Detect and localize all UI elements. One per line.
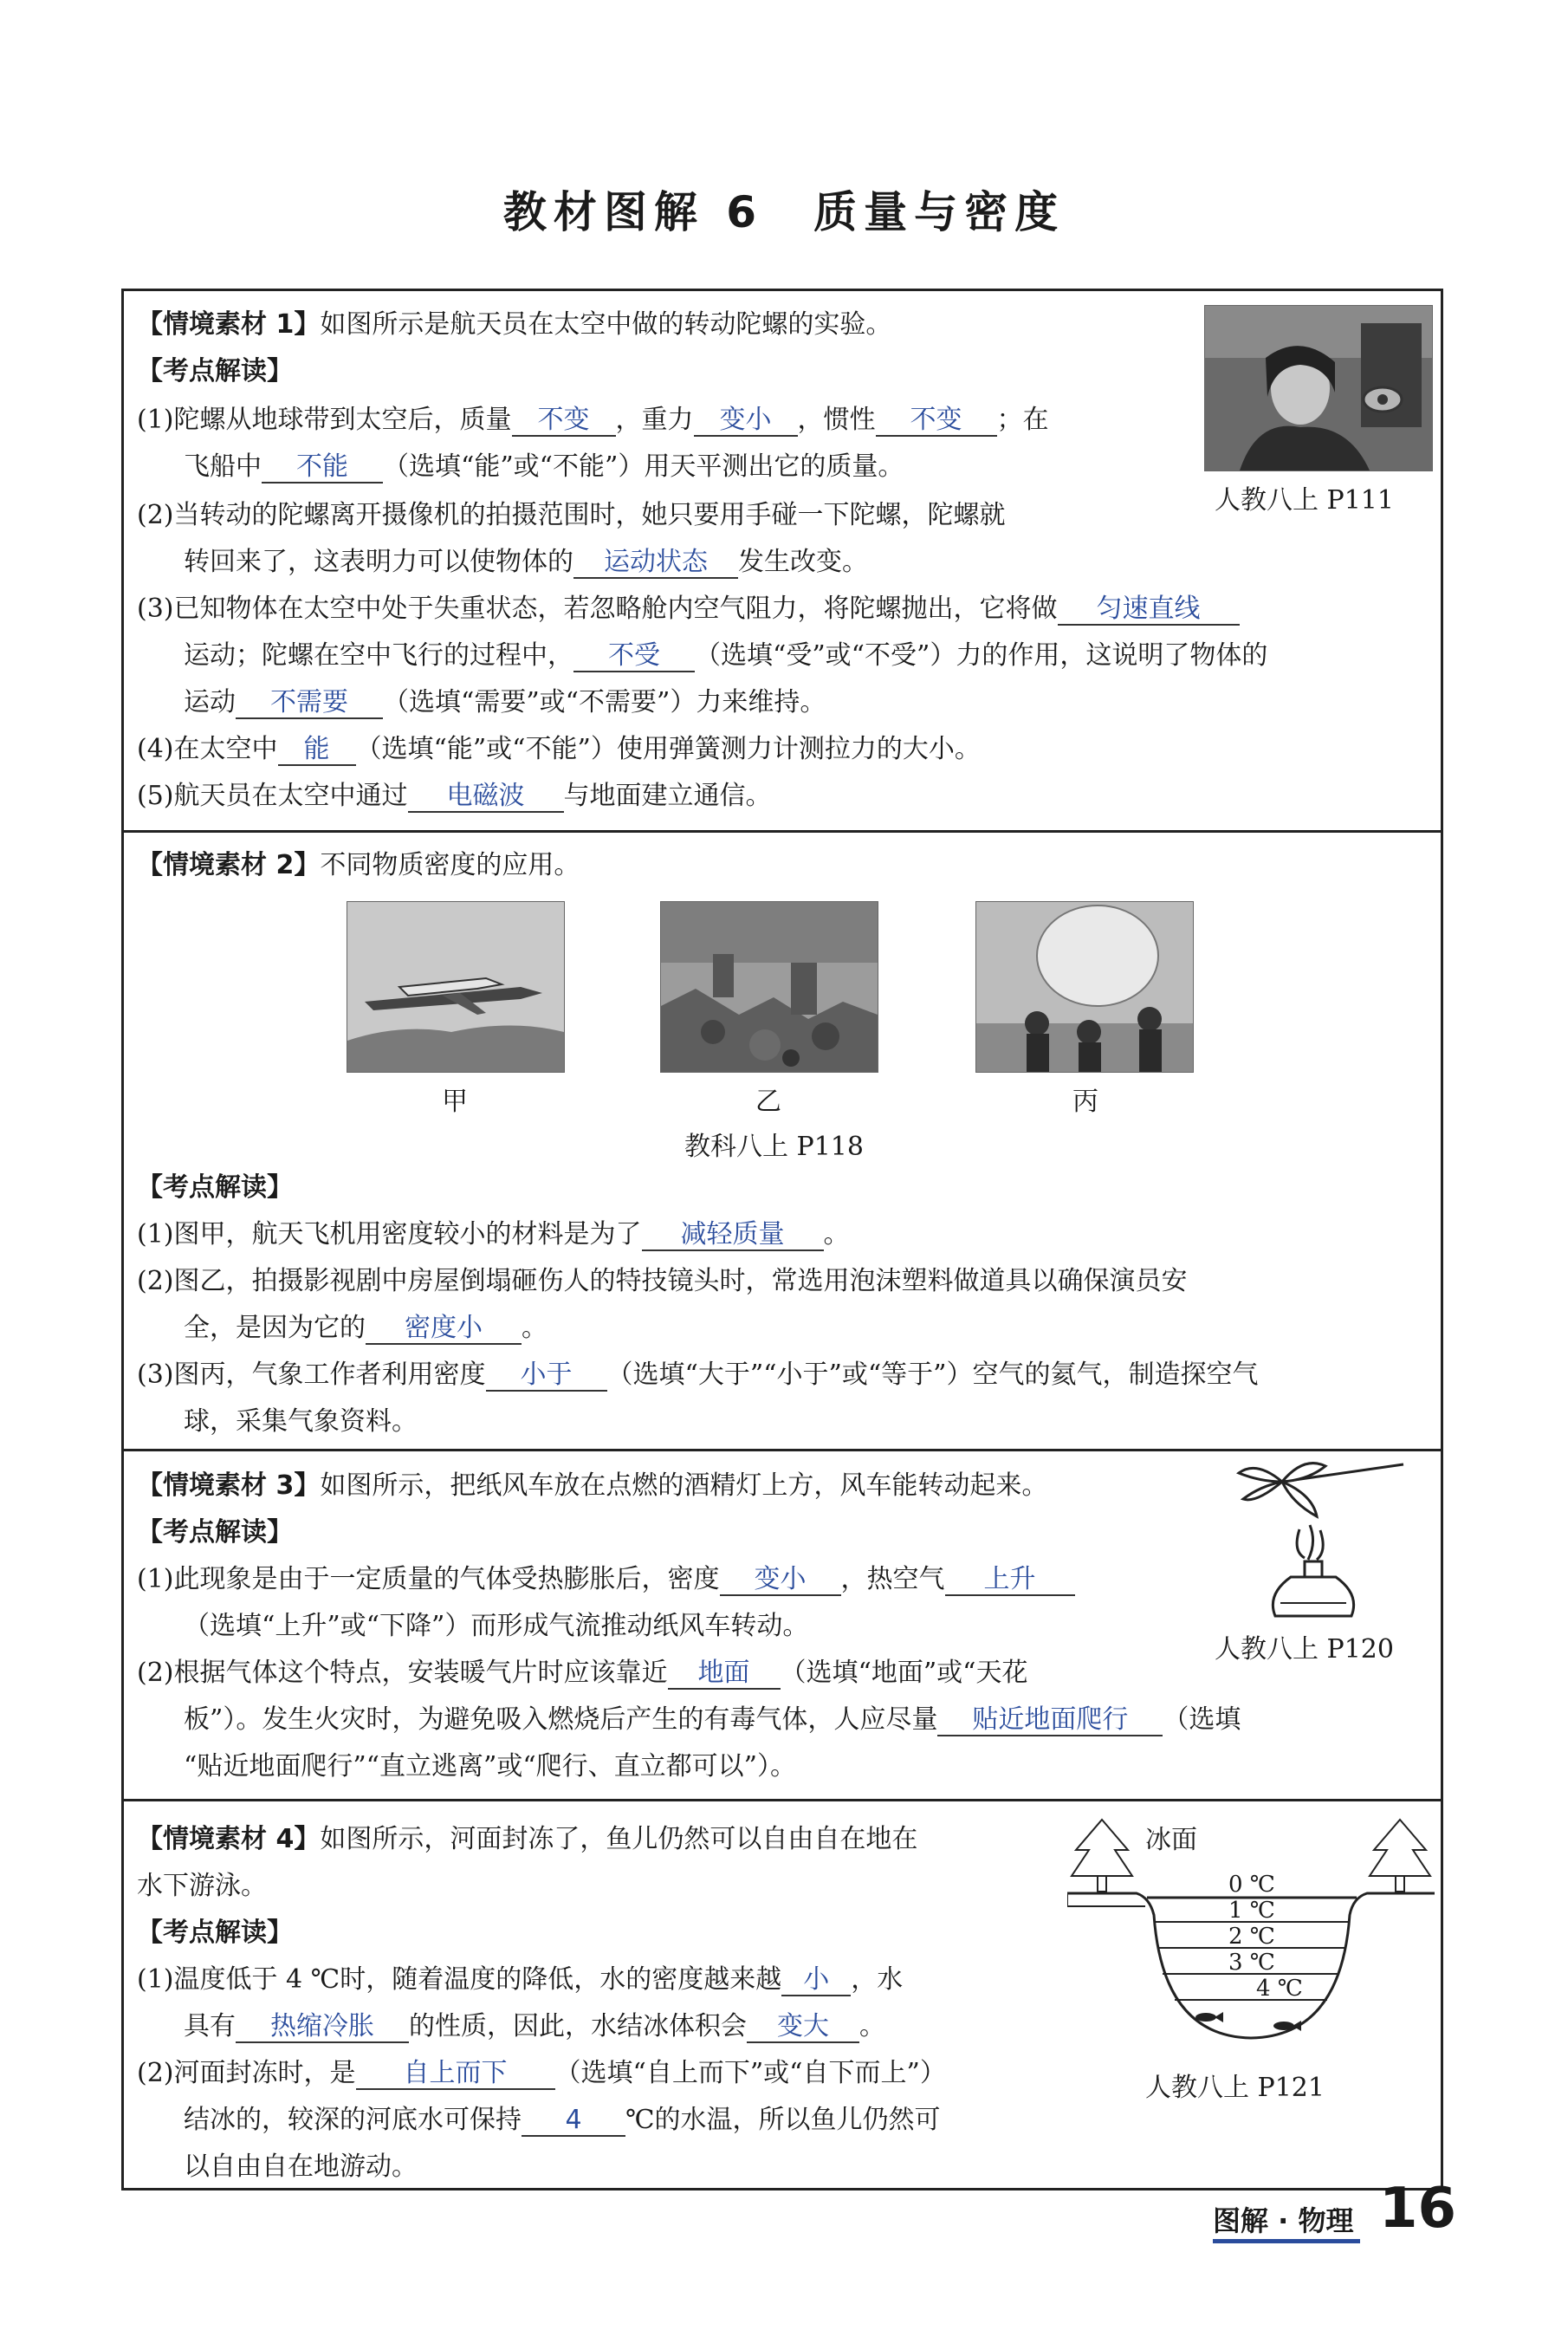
text: （选填“需要”或“不需要”）力来维持。 <box>383 687 826 717</box>
answer-blank: 变大 <box>747 2012 859 2043</box>
text: (2)河面封冻时，是 <box>137 2058 356 2088</box>
s1-q2-line2 <box>184 546 868 579</box>
text: (3)已知物体在太空中处于失重状态，若忽略舱内空气阻力，将陀螺抛出，它将做 <box>137 594 1058 624</box>
answer-blank: 变小 <box>694 406 798 437</box>
answer-blank: 小 <box>781 1965 851 1996</box>
fish-icon <box>1195 2012 1223 2022</box>
s1-header <box>137 308 891 341</box>
text: 。 <box>823 1219 850 1249</box>
s4-q1 <box>137 1963 903 1996</box>
text: 结冰的，较深的河底水可保持 <box>184 2105 522 2135</box>
text: ℃的水温，所以鱼儿仍然可 <box>625 2105 941 2135</box>
s1-caption: 人教八上 P111 <box>1215 485 1394 516</box>
answer-blank: 密度小 <box>366 1314 522 1345</box>
temp-label-3: 3 ℃ <box>1228 1950 1275 1976</box>
s2-header <box>137 849 580 882</box>
answer-blank: 能 <box>278 735 356 766</box>
s3-q2-line3: “贴近地面爬行”“直立逃离”或“爬行、直立都可以”）。 <box>184 1751 797 1782</box>
text: 的性质，因此，水结冰体积会 <box>409 2011 747 2041</box>
s4-intro: 如图所示，河面封冻了，鱼儿仍然可以自由自在地在 <box>320 1824 918 1854</box>
section-divider <box>121 1449 1443 1451</box>
text: （选填“能”或“不能”）使用弹簧测力计测拉力的大小。 <box>355 734 981 764</box>
balloon-photo <box>975 901 1194 1073</box>
text: (3)图丙，气象工作者利用密度 <box>137 1360 486 1390</box>
s1-q3-line3 <box>184 686 826 719</box>
s2-tag: 【情境素材 2】 <box>137 850 321 880</box>
answer-blank: 不变 <box>512 406 616 437</box>
text: 运动 <box>184 687 236 717</box>
answer-blank: 地面 <box>668 1658 781 1690</box>
s4-kaodian: 【考点解读】 <box>137 1918 293 1948</box>
temp-label-0: 0 ℃ <box>1228 1872 1275 1898</box>
text: （选填“自上而下”或“自下而上”） <box>554 2058 946 2088</box>
section-divider <box>121 1799 1443 1801</box>
answer-blank: 运动状态 <box>573 548 738 579</box>
text: （选填 <box>1163 1704 1241 1735</box>
answer-blank: 小于 <box>486 1360 607 1392</box>
temp-label-2: 2 ℃ <box>1228 1924 1275 1950</box>
answer-blank: 不变 <box>876 406 997 437</box>
text: ，重力 <box>615 405 694 435</box>
s2-caption: 教科八上 P118 <box>684 1132 864 1162</box>
pinwheel-lamp-figure <box>1230 1456 1421 1629</box>
answer-blank: 不受 <box>573 641 695 672</box>
text: 飞船中 <box>184 451 262 482</box>
s3-q2 <box>137 1657 1028 1690</box>
answer-blank: 电磁波 <box>408 782 564 813</box>
s1-kaodian: 【考点解读】 <box>137 356 293 386</box>
s3-caption: 人教八上 P120 <box>1215 1634 1394 1665</box>
ice-label: 冰面 <box>1145 1825 1197 1855</box>
s2-q3-line2: 球，采集气象资料。 <box>184 1406 418 1437</box>
s2-q3 <box>137 1359 1259 1392</box>
collapse-illustration <box>661 902 878 1072</box>
label-bing: 丙 <box>1072 1087 1098 1117</box>
temp-label-1: 1 ℃ <box>1228 1898 1275 1924</box>
text: （选填“地面”或“天花 <box>780 1658 1028 1688</box>
text: ，惯性 <box>797 405 876 435</box>
text: 全，是因为它的 <box>184 1313 366 1343</box>
page-title: 教材图解 6 质量与密度 <box>502 187 1066 237</box>
answer-blank: 贴近地面爬行 <box>937 1705 1163 1736</box>
label-jia: 甲 <box>442 1087 468 1117</box>
collapse-photo <box>660 901 878 1073</box>
text: 发生改变。 <box>738 547 868 577</box>
s1-q3 <box>137 593 1240 626</box>
text: （选填“大于”“小于”或“等于”）空气的氦气，制造探空气 <box>606 1360 1259 1390</box>
s3-q2-line2 <box>184 1704 1241 1736</box>
s2-q2: (2)图乙，拍摄影视剧中房屋倒塌砸伤人的特技镜头时，常选用泡沫塑料做道具以确保演员安 <box>137 1266 1188 1296</box>
label-yi: 乙 <box>755 1087 781 1117</box>
footer-underline <box>1213 2239 1360 2243</box>
text: (4)在太空中 <box>137 734 278 764</box>
shuttle-illustration <box>347 902 564 1072</box>
shuttle-photo <box>347 901 565 1073</box>
s4-tag: 【情境素材 4】 <box>137 1824 321 1854</box>
s4-caption: 人教八上 P121 <box>1145 2073 1325 2103</box>
s1-q3-line2 <box>184 639 1267 672</box>
fish-icon <box>1273 2021 1301 2031</box>
section-divider <box>121 830 1443 833</box>
text: 转回来了，这表明力可以使物体的 <box>184 547 573 577</box>
s2-q2-line2 <box>184 1312 548 1345</box>
text: 。 <box>522 1313 548 1343</box>
s4-q2 <box>137 2057 946 2090</box>
text: （选填“受”或“不受”）力的作用，这说明了物体的 <box>695 640 1268 671</box>
text: 具有 <box>184 2011 236 2041</box>
s3-q1 <box>137 1563 1075 1596</box>
s3-kaodian: 【考点解读】 <box>137 1517 293 1548</box>
s1-q1-line2 <box>184 451 904 484</box>
footer-brand: 图解 · 物理 <box>1213 2204 1354 2237</box>
page-number: 16 <box>1379 2177 1457 2241</box>
text: (1)温度低于 4 ℃时，随着温度的降低，水的密度越来越 <box>137 1964 782 1995</box>
s2-intro: 不同物质密度的应用。 <box>320 850 580 880</box>
text: 。 <box>859 2011 885 2041</box>
s1-tag: 【情境素材 1】 <box>137 309 321 340</box>
astronaut-illustration <box>1205 306 1432 471</box>
s4-q2-line2 <box>184 2104 941 2137</box>
s4-q2-line3: 以自由自在地游动。 <box>184 2152 418 2182</box>
answer-blank: 上升 <box>945 1565 1075 1596</box>
text: ；在 <box>996 405 1049 435</box>
s4-intro-line2: 水下游泳。 <box>137 1871 267 1901</box>
temp-label-4: 4 ℃ <box>1256 1976 1303 2002</box>
s3-intro: 如图所示，把纸风车放在点燃的酒精灯上方，风车能转动起来。 <box>320 1470 1048 1501</box>
answer-blank: 变小 <box>720 1565 841 1596</box>
answer-blank: 不需要 <box>236 688 383 719</box>
answer-blank: 4 <box>522 2106 625 2137</box>
s1-q2: (2)当转动的陀螺离开摄像机的拍摄范围时，她只要用手碰一下陀螺，陀螺就 <box>137 500 1006 530</box>
text: (1)陀螺从地球带到太空后，质量 <box>137 405 512 435</box>
balloon-illustration <box>976 902 1193 1072</box>
astronaut-photo <box>1204 305 1433 471</box>
s2-kaodian: 【考点解读】 <box>137 1172 293 1203</box>
answer-blank: 减轻质量 <box>642 1220 824 1251</box>
answer-blank: 匀速直线 <box>1058 594 1240 626</box>
tree-icon <box>1072 1820 1132 1892</box>
text: (1)此现象是由于一定质量的气体受热膨胀后，密度 <box>137 1564 720 1594</box>
s1-intro: 如图所示是航天员在太空中做的转动陀螺的实验。 <box>320 309 892 340</box>
s1-q4 <box>137 733 981 766</box>
text: 板”）。发生火灾时，为避免吸入燃烧后产生的有毒气体，人应尽量 <box>184 1704 938 1735</box>
text: ，水 <box>851 1964 904 1995</box>
answer-blank: 不能 <box>262 452 383 484</box>
answer-blank: 热缩冷胀 <box>236 2012 409 2043</box>
answer-blank: 自上而下 <box>356 2059 555 2090</box>
text: 运动；陀螺在空中飞行的过程中， <box>184 640 573 671</box>
s3-tag: 【情境素材 3】 <box>137 1470 321 1501</box>
s2-q1 <box>137 1218 850 1251</box>
text: 与地面建立通信。 <box>563 781 772 811</box>
s4-header <box>137 1823 917 1856</box>
s1-q1 <box>137 404 1049 437</box>
s1-q5 <box>137 780 772 813</box>
text: （选填“能”或“不能”）用天平测出它的质量。 <box>383 451 904 482</box>
text: ，热空气 <box>840 1564 945 1594</box>
s4-q1-line2 <box>184 2010 885 2043</box>
s3-q1-line2: （选填“上升”或“下降”）而形成气流推动纸风车转动。 <box>184 1611 809 1641</box>
s3-header <box>137 1470 1047 1503</box>
text: (2)根据气体这个特点，安装暖气片时应该靠近 <box>137 1658 668 1688</box>
tree-icon <box>1370 1820 1430 1892</box>
text: (1)图甲，航天飞机用密度较小的材料是为了 <box>137 1219 642 1249</box>
text: (5)航天员在太空中通过 <box>137 781 408 811</box>
